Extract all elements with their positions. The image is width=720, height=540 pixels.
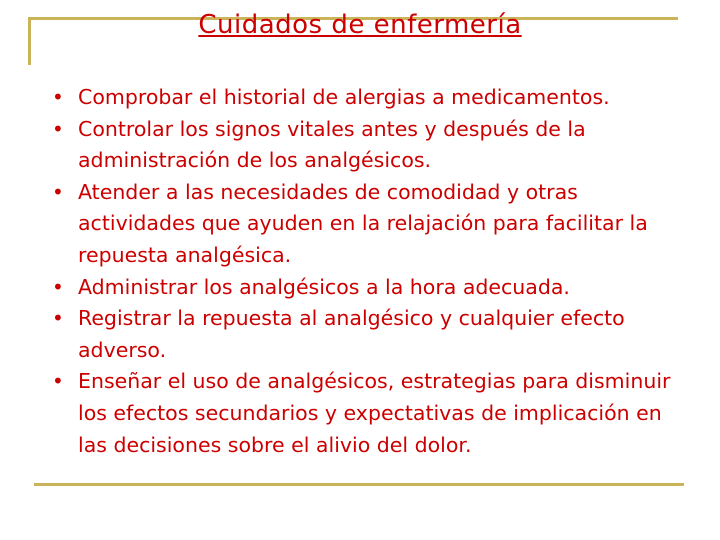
bottom-decorative-line [34,483,684,486]
bullet-icon: • [52,274,64,299]
bullet-icon: • [52,179,64,204]
bullet-icon: • [52,306,64,331]
bullet-text: Atender a las necesidades de comodidad y otras actividades que ayuden en la relajación para facilitar la repuesta analgésica. [78,179,648,267]
bullet-item [52,366,672,461]
bullet-text: Registrar la repuesta al analgésico y cualquier efecto adverso. [78,306,625,362]
bullet-text: Enseñar el uso de analgésicos, estrategias para disminuir los efectos secundarios y expectativas de implicación en las decisiones sobre el alivio del dolor. [78,369,671,457]
bullet-item [52,303,672,366]
bullet-icon: • [52,85,64,109]
bullet-item [52,177,672,272]
bullet-text: Controlar los signos vitales antes y después de la administración de los analgésicos. [78,116,586,173]
bullet-item [52,114,672,177]
bullet-text: Administrar los analgésicos a la hora adecuada. [78,274,570,299]
bullet-text: Comprobar el historial de alergias a medicamentos. [78,85,610,109]
slide-title: Cuidados de enfermería [198,10,522,40]
bullet-item [52,82,672,114]
bullet-list [52,82,672,461]
bullet-icon: • [52,369,64,394]
bullet-item [52,272,672,304]
bullet-icon: • [52,116,64,141]
